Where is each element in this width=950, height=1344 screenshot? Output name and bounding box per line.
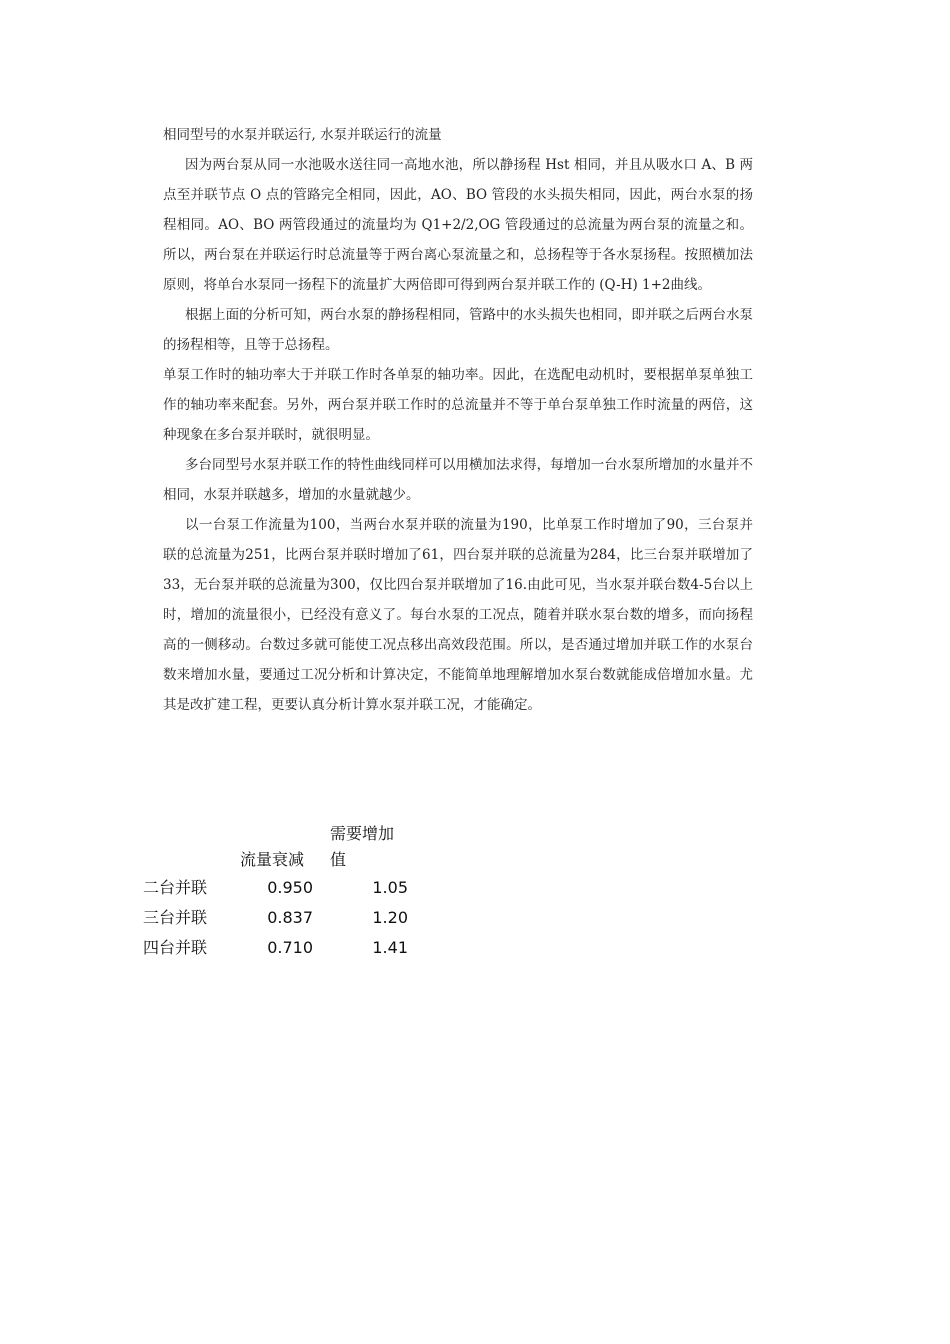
paragraph-5: 以一台泵工作流量为100，当两台水泵并联的流量为190，比单泵工作时增加了90，三台泵并联的总流量为251，比两台泵并联时增加了61，四台泵并联的总流量为284，比三台泵并联增加了33，无台泵并联的总流量为300，仅比四台泵并联增加了16.由此可见，当水泵并联台数4-5台以上时，增加的流量很小，已经没有意义了。每台水泵的工况点，随着并联水泵台数的增多，而向扬程高的一侧移动。台数过多就可能使工况点移出高效段范围。所以，是否通过增加并联工作的水泵台数来增加水量，要通过工况分析和计算决定，不能简单地理解增加水泵台数就能成倍增加水量。尤其是改扩建工程，更要认真分析计算水泵并联工况，才能确定。 — [163, 517, 753, 713]
header-flow-decay: 流量衰减 — [240, 850, 305, 869]
paragraph-2: 根据上面的分析可知，两台水泵的静扬程相同，管路中的水头损失也相同，即并联之后两台水泵的扬程相等，且等于总扬程。 — [163, 307, 753, 353]
row-label: 三台并联 — [143, 908, 208, 927]
row-flow-decay: 0.950 — [267, 878, 313, 897]
header-need-increase-line2: 值 — [330, 850, 347, 869]
row-flow-decay: 0.710 — [267, 938, 313, 957]
row-need-increase: 1.05 — [372, 878, 408, 897]
row-flow-decay: 0.837 — [267, 908, 313, 927]
paragraph-1: 因为两台泵从同一水池吸水送往同一高地水池，所以静扬程 Hst 相同，并且从吸水口 A、B 两点至并联节点 O 点的管路完全相同，因此，AO、BO 管段的水头损失相同，因此，两台水泵的扬程相同。AO、BO 两管段通过的流量均为 Q1+2/2,OG 管段通过的总流量为两台泵的流量之和。所以，两台泵在并联运行时总流量等于两台离心泵流量之和，总扬程等于各水泵扬程。按照横加法原则，将单台水泵同一扬程下的流量扩大两倍即可得到两台泵并联工作的 (Q-H) 1+2曲线。 — [163, 157, 753, 293]
row-need-increase: 1.20 — [372, 908, 408, 927]
header-need-increase-line1: 需要增加 — [330, 824, 395, 843]
row-label: 二台并联 — [143, 878, 208, 897]
row-need-increase: 1.41 — [372, 938, 408, 957]
paragraph-4: 多台同型号水泵并联工作的特性曲线同样可以用横加法求得，每增加一台水泵所增加的水量并不相同，水泵并联越多，增加的水量就越少。 — [163, 457, 753, 503]
paragraph-3: 单泵工作时的轴功率大于并联工作时各单泵的轴功率。因此，在选配电动机时，要根据单泵单独工作的轴功率来配套。另外，两台泵并联工作时的总流量并不等于单台泵单独工作时流量的两倍，这种现象在多台泵并联时，就很明显。 — [163, 367, 753, 443]
article-heading: 相同型号的水泵并联运行, 水泵并联运行的流量 — [163, 127, 442, 143]
row-label: 四台并联 — [143, 938, 208, 957]
article-body — [163, 120, 753, 720]
